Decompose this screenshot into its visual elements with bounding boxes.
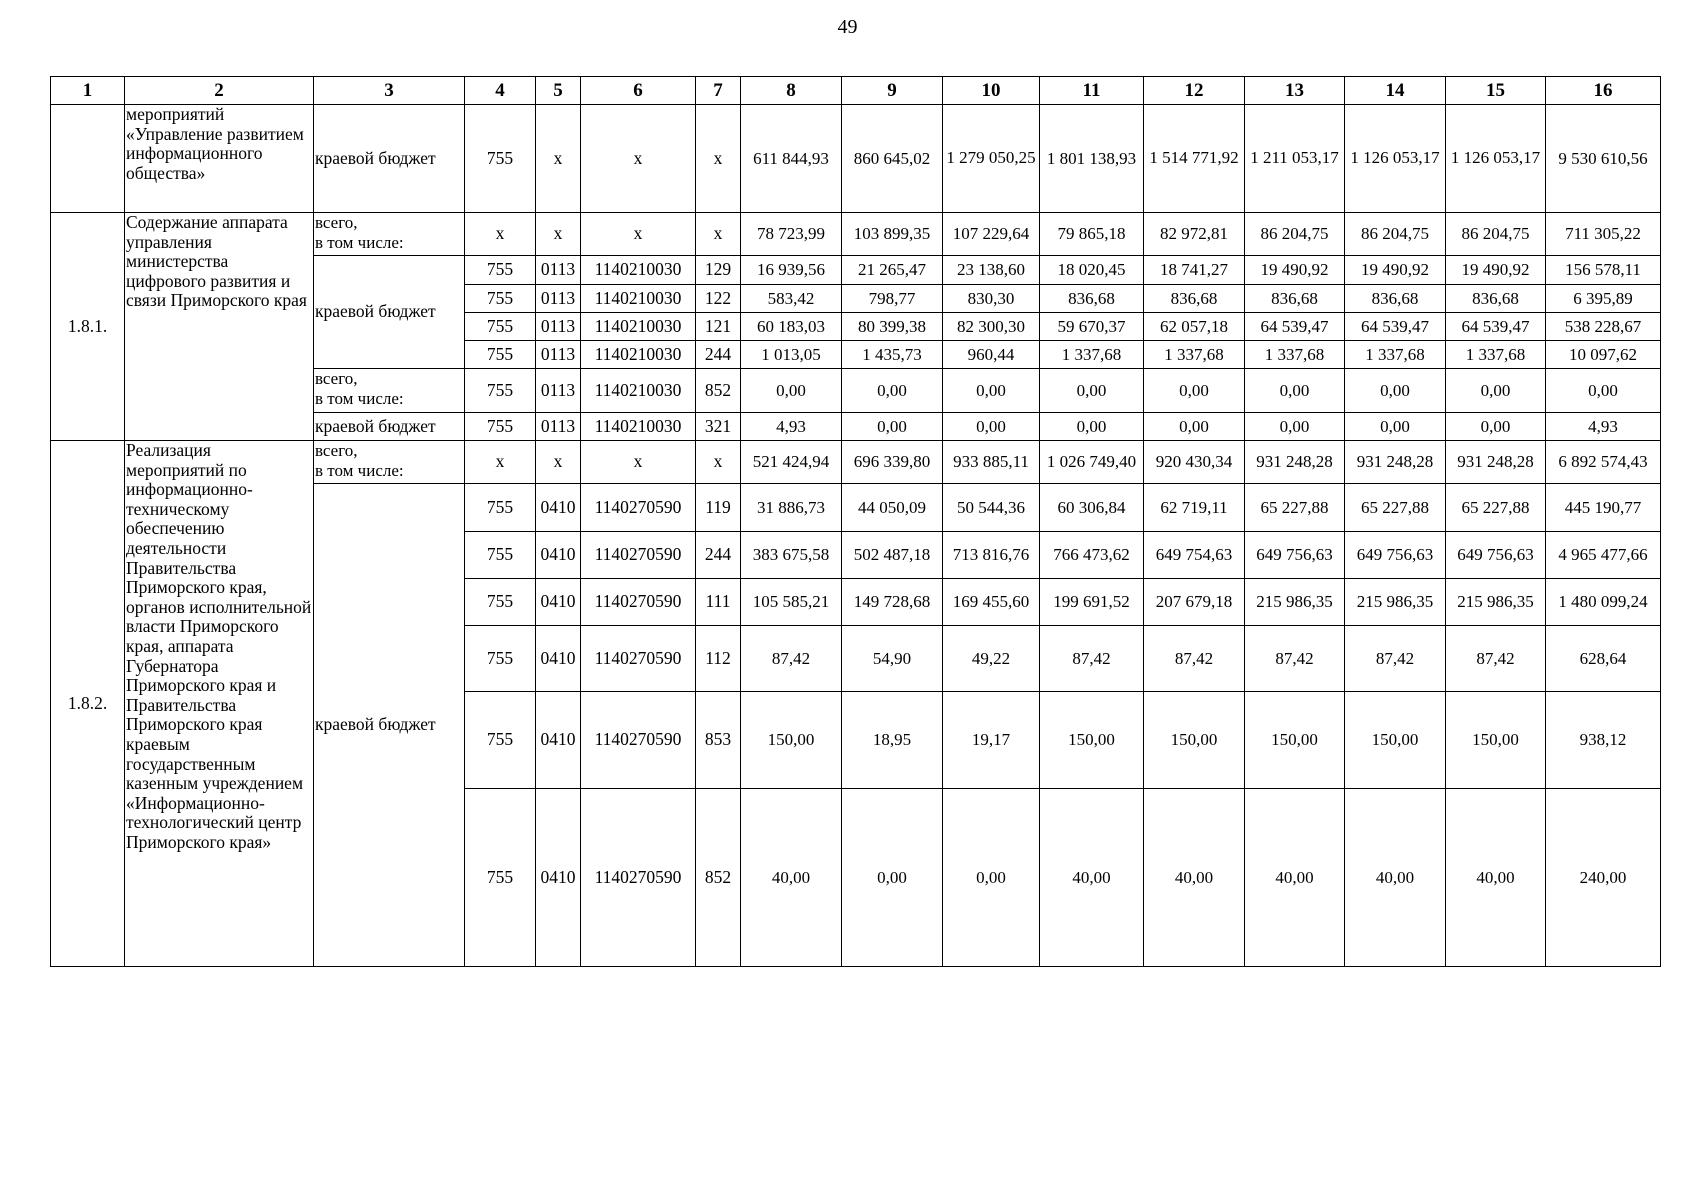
value-col-15: 65 227,88 [1446, 484, 1546, 532]
value-col-16: 6 395,89 [1546, 285, 1661, 313]
value-col-13: 215 986,35 [1245, 579, 1345, 626]
row-number [51, 105, 125, 213]
value-col-10: 50 544,36 [943, 484, 1040, 532]
header-col-13: 13 [1245, 77, 1345, 105]
value-col-14: 215 986,35 [1345, 579, 1446, 626]
header-col-14: 14 [1345, 77, 1446, 105]
value-col-15: 836,68 [1446, 285, 1546, 313]
value-col-13: 0,00 [1245, 413, 1345, 441]
code-col-7: 853 [696, 692, 741, 789]
code-col-4: х [465, 441, 536, 484]
code-col-5: 0410 [536, 789, 581, 967]
value-col-9: 0,00 [842, 369, 943, 413]
code-col-7: 119 [696, 484, 741, 532]
code-col-5: 0410 [536, 692, 581, 789]
value-col-14: 931 248,28 [1345, 441, 1446, 484]
value-col-15: 87,42 [1446, 626, 1546, 692]
value-col-12: 18 741,27 [1144, 256, 1245, 285]
value-col-10: 82 300,30 [943, 313, 1040, 341]
value-col-12: 62 057,18 [1144, 313, 1245, 341]
value-col-12: 0,00 [1144, 413, 1245, 441]
value-col-11: 60 306,84 [1040, 484, 1144, 532]
value-col-9: 696 339,80 [842, 441, 943, 484]
value-col-8: 383 675,58 [741, 532, 842, 579]
value-col-13: 40,00 [1245, 789, 1345, 967]
code-col-6: х [581, 441, 696, 484]
code-col-7: 852 [696, 369, 741, 413]
value-col-12: 1 514 771,92 [1144, 105, 1245, 213]
table-body [51, 77, 1661, 967]
value-col-11: 87,42 [1040, 626, 1144, 692]
value-col-13: 649 756,63 [1245, 532, 1345, 579]
value-col-13: 65 227,88 [1245, 484, 1345, 532]
value-col-9: 0,00 [842, 789, 943, 967]
funding-source: краевой бюджет [314, 413, 465, 441]
value-col-16: 1 480 099,24 [1546, 579, 1661, 626]
code-col-6: 1140210030 [581, 369, 696, 413]
code-col-4: 755 [465, 692, 536, 789]
code-col-6: 1140210030 [581, 341, 696, 369]
code-col-5: х [536, 105, 581, 213]
value-col-9: 18,95 [842, 692, 943, 789]
value-col-10: 830,30 [943, 285, 1040, 313]
value-col-12: 1 337,68 [1144, 341, 1245, 369]
value-col-14: 1 126 053,17 [1345, 105, 1446, 213]
page-number: 49 [837, 16, 858, 38]
measure-name: Реализация мероприятий по информационно-техническому обеспечению деятельности Правительства Приморского края, органов исполнительной власти Приморского края, аппарата Губернатора Приморского края и Правительства Приморского края краевым государственным казенным учреждением «Информационно-технологический центр Приморского края» [125, 441, 314, 967]
value-col-15: 1 126 053,17 [1446, 105, 1546, 213]
value-col-15: 931 248,28 [1446, 441, 1546, 484]
code-col-7: 122 [696, 285, 741, 313]
value-col-10: 933 885,11 [943, 441, 1040, 484]
value-col-12: 920 430,34 [1144, 441, 1245, 484]
value-col-11: 1 801 138,93 [1040, 105, 1144, 213]
value-col-14: 40,00 [1345, 789, 1446, 967]
value-col-13: 19 490,92 [1245, 256, 1345, 285]
value-col-16: 9 530 610,56 [1546, 105, 1661, 213]
row-number: 1.8.2. [51, 441, 125, 967]
code-col-6: 1140270590 [581, 789, 696, 967]
value-col-16: 4,93 [1546, 413, 1661, 441]
code-col-7: 129 [696, 256, 741, 285]
header-col-8: 8 [741, 77, 842, 105]
row-number: 1.8.1. [51, 213, 125, 441]
value-col-16: 10 097,62 [1546, 341, 1661, 369]
value-col-16: 4 965 477,66 [1546, 532, 1661, 579]
value-col-10: 960,44 [943, 341, 1040, 369]
value-col-11: 836,68 [1040, 285, 1144, 313]
code-col-6: 1140270590 [581, 579, 696, 626]
code-col-7: 112 [696, 626, 741, 692]
budget-table [50, 76, 1661, 967]
header-col-2: 2 [125, 77, 314, 105]
value-col-16: 628,64 [1546, 626, 1661, 692]
value-col-14: 0,00 [1345, 369, 1446, 413]
measure-name: Содержание аппарата управления министерства цифрового развития и связи Приморского края [125, 213, 314, 441]
header-col-12: 12 [1144, 77, 1245, 105]
value-col-9: 860 645,02 [842, 105, 943, 213]
code-col-7: 121 [696, 313, 741, 341]
code-col-7: 852 [696, 789, 741, 967]
value-col-16: 711 305,22 [1546, 213, 1661, 256]
value-col-13: 150,00 [1245, 692, 1345, 789]
value-col-12: 87,42 [1144, 626, 1245, 692]
value-col-9: 80 399,38 [842, 313, 943, 341]
measure-name: мероприятий «Управление развитием информационного общества» [125, 105, 314, 213]
code-col-6: х [581, 213, 696, 256]
value-col-10: 107 229,64 [943, 213, 1040, 256]
value-col-14: 150,00 [1345, 692, 1446, 789]
value-col-9: 149 728,68 [842, 579, 943, 626]
value-col-15: 649 756,63 [1446, 532, 1546, 579]
value-col-16: 0,00 [1546, 369, 1661, 413]
table-row [51, 105, 1661, 213]
value-col-16: 538 228,67 [1546, 313, 1661, 341]
value-col-13: 1 211 053,17 [1245, 105, 1345, 213]
value-col-10: 19,17 [943, 692, 1040, 789]
value-col-9: 21 265,47 [842, 256, 943, 285]
value-col-9: 44 050,09 [842, 484, 943, 532]
value-col-11: 79 865,18 [1040, 213, 1144, 256]
code-col-6: 1140210030 [581, 313, 696, 341]
code-col-7: 321 [696, 413, 741, 441]
value-col-16: 6 892 574,43 [1546, 441, 1661, 484]
code-col-5: 0113 [536, 285, 581, 313]
code-col-4: 755 [465, 369, 536, 413]
value-col-14: 0,00 [1345, 413, 1446, 441]
code-col-7: х [696, 213, 741, 256]
header-col-7: 7 [696, 77, 741, 105]
header-col-6: 6 [581, 77, 696, 105]
header-col-5: 5 [536, 77, 581, 105]
header-row [51, 77, 1661, 105]
code-col-6: 1140210030 [581, 285, 696, 313]
code-col-4: 755 [465, 256, 536, 285]
value-col-11: 1 026 749,40 [1040, 441, 1144, 484]
code-col-5: х [536, 213, 581, 256]
code-col-4: 755 [465, 105, 536, 213]
value-col-9: 798,77 [842, 285, 943, 313]
value-col-8: 611 844,93 [741, 105, 842, 213]
value-col-15: 40,00 [1446, 789, 1546, 967]
value-col-10: 0,00 [943, 789, 1040, 967]
value-col-8: 40,00 [741, 789, 842, 967]
value-col-13: 86 204,75 [1245, 213, 1345, 256]
code-col-5: 0410 [536, 626, 581, 692]
value-col-15: 64 539,47 [1446, 313, 1546, 341]
value-col-14: 1 337,68 [1345, 341, 1446, 369]
value-col-13: 64 539,47 [1245, 313, 1345, 341]
value-col-14: 64 539,47 [1345, 313, 1446, 341]
funding-source: краевой бюджет [314, 256, 465, 369]
header-col-16: 16 [1546, 77, 1661, 105]
value-col-16: 240,00 [1546, 789, 1661, 967]
value-col-11: 1 337,68 [1040, 341, 1144, 369]
code-col-5: 0113 [536, 369, 581, 413]
value-col-8: 521 424,94 [741, 441, 842, 484]
value-col-13: 0,00 [1245, 369, 1345, 413]
value-col-8: 4,93 [741, 413, 842, 441]
code-col-4: 755 [465, 313, 536, 341]
value-col-15: 150,00 [1446, 692, 1546, 789]
header-col-15: 15 [1446, 77, 1546, 105]
header-col-3: 3 [314, 77, 465, 105]
value-col-11: 766 473,62 [1040, 532, 1144, 579]
value-col-13: 1 337,68 [1245, 341, 1345, 369]
value-col-15: 1 337,68 [1446, 341, 1546, 369]
code-col-5: 0410 [536, 484, 581, 532]
funding-source: краевой бюджет [314, 484, 465, 967]
code-col-4: х [465, 213, 536, 256]
value-col-8: 16 939,56 [741, 256, 842, 285]
value-col-11: 0,00 [1040, 369, 1144, 413]
value-col-9: 0,00 [842, 413, 943, 441]
header-col-1: 1 [51, 77, 125, 105]
value-col-12: 207 679,18 [1144, 579, 1245, 626]
code-col-7: 244 [696, 532, 741, 579]
code-col-6: 1140210030 [581, 256, 696, 285]
code-col-6: 1140210030 [581, 413, 696, 441]
value-col-15: 86 204,75 [1446, 213, 1546, 256]
value-col-10: 713 816,76 [943, 532, 1040, 579]
code-col-5: 0113 [536, 413, 581, 441]
value-col-12: 836,68 [1144, 285, 1245, 313]
code-col-4: 755 [465, 789, 536, 967]
value-col-11: 150,00 [1040, 692, 1144, 789]
value-col-8: 60 183,03 [741, 313, 842, 341]
code-col-5: 0113 [536, 313, 581, 341]
value-col-8: 150,00 [741, 692, 842, 789]
value-col-9: 502 487,18 [842, 532, 943, 579]
code-col-4: 755 [465, 484, 536, 532]
value-col-13: 836,68 [1245, 285, 1345, 313]
value-col-8: 87,42 [741, 626, 842, 692]
header-col-11: 11 [1040, 77, 1144, 105]
value-col-12: 0,00 [1144, 369, 1245, 413]
code-col-7: 244 [696, 341, 741, 369]
value-col-9: 103 899,35 [842, 213, 943, 256]
header-col-9: 9 [842, 77, 943, 105]
value-col-8: 31 886,73 [741, 484, 842, 532]
code-col-5: 0410 [536, 579, 581, 626]
value-col-12: 40,00 [1144, 789, 1245, 967]
value-col-15: 19 490,92 [1446, 256, 1546, 285]
value-col-12: 82 972,81 [1144, 213, 1245, 256]
code-col-4: 755 [465, 532, 536, 579]
funding-source: всего, в том числе: [314, 213, 465, 256]
funding-source: всего, в том числе: [314, 369, 465, 413]
value-col-14: 87,42 [1345, 626, 1446, 692]
funding-source: краевой бюджет [314, 105, 465, 213]
value-col-15: 0,00 [1446, 369, 1546, 413]
code-col-6: х [581, 105, 696, 213]
value-col-10: 1 279 050,25 [943, 105, 1040, 213]
value-col-16: 156 578,11 [1546, 256, 1661, 285]
value-col-10: 0,00 [943, 369, 1040, 413]
value-col-8: 105 585,21 [741, 579, 842, 626]
value-col-11: 0,00 [1040, 413, 1144, 441]
code-col-5: 0113 [536, 341, 581, 369]
value-col-9: 54,90 [842, 626, 943, 692]
code-col-4: 755 [465, 626, 536, 692]
value-col-10: 49,22 [943, 626, 1040, 692]
value-col-11: 59 670,37 [1040, 313, 1144, 341]
table-row [51, 213, 1661, 256]
value-col-12: 62 719,11 [1144, 484, 1245, 532]
code-col-4: 755 [465, 341, 536, 369]
value-col-8: 0,00 [741, 369, 842, 413]
value-col-10: 0,00 [943, 413, 1040, 441]
header-col-10: 10 [943, 77, 1040, 105]
value-col-8: 583,42 [741, 285, 842, 313]
value-col-15: 215 986,35 [1446, 579, 1546, 626]
code-col-6: 1140270590 [581, 692, 696, 789]
code-col-4: 755 [465, 413, 536, 441]
table-row [51, 441, 1661, 484]
value-col-13: 931 248,28 [1245, 441, 1345, 484]
code-col-6: 1140270590 [581, 484, 696, 532]
funding-source: всего, в том числе: [314, 441, 465, 484]
code-col-7: х [696, 105, 741, 213]
value-col-11: 40,00 [1040, 789, 1144, 967]
value-col-14: 65 227,88 [1345, 484, 1446, 532]
value-col-12: 649 754,63 [1144, 532, 1245, 579]
value-col-12: 150,00 [1144, 692, 1245, 789]
code-col-5: 0113 [536, 256, 581, 285]
value-col-11: 18 020,45 [1040, 256, 1144, 285]
code-col-6: 1140270590 [581, 532, 696, 579]
value-col-14: 836,68 [1345, 285, 1446, 313]
value-col-10: 169 455,60 [943, 579, 1040, 626]
value-col-14: 19 490,92 [1345, 256, 1446, 285]
header-col-4: 4 [465, 77, 536, 105]
value-col-11: 199 691,52 [1040, 579, 1144, 626]
value-col-13: 87,42 [1245, 626, 1345, 692]
value-col-14: 86 204,75 [1345, 213, 1446, 256]
code-col-5: х [536, 441, 581, 484]
code-col-4: 755 [465, 579, 536, 626]
code-col-5: 0410 [536, 532, 581, 579]
value-col-9: 1 435,73 [842, 341, 943, 369]
value-col-8: 1 013,05 [741, 341, 842, 369]
value-col-14: 649 756,63 [1345, 532, 1446, 579]
code-col-7: х [696, 441, 741, 484]
code-col-6: 1140270590 [581, 626, 696, 692]
value-col-16: 445 190,77 [1546, 484, 1661, 532]
value-col-10: 23 138,60 [943, 256, 1040, 285]
value-col-15: 0,00 [1446, 413, 1546, 441]
value-col-16: 938,12 [1546, 692, 1661, 789]
value-col-8: 78 723,99 [741, 213, 842, 256]
code-col-4: 755 [465, 285, 536, 313]
code-col-7: 111 [696, 579, 741, 626]
